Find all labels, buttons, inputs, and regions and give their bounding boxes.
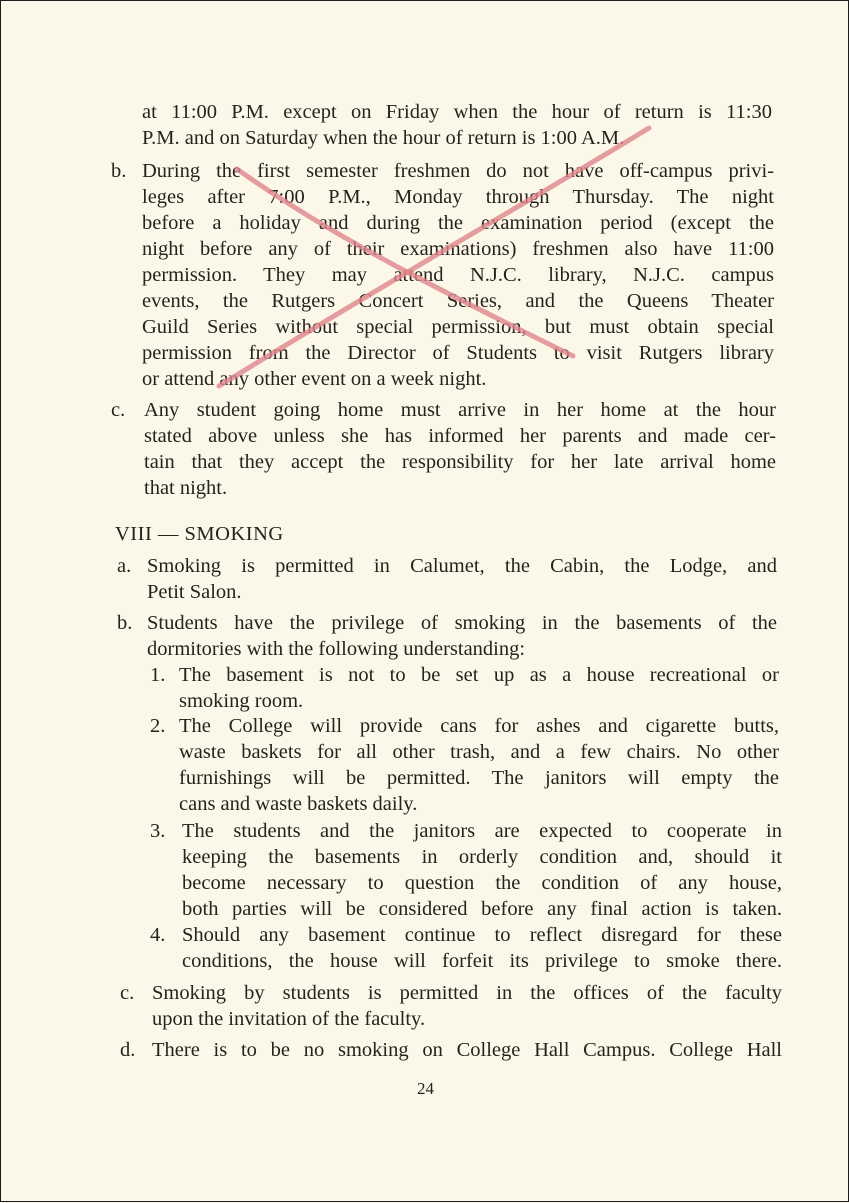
text-line: permission. They may attend N.J.C. library, N.J.C. campus <box>142 264 774 286</box>
text-line: permission from the Director of Students to visit Rutgers library <box>142 342 774 364</box>
text-line: both parties will be considered before any final action is taken. <box>182 898 782 920</box>
text-line: waste baskets for all other trash, and a few chairs. No other <box>179 741 779 763</box>
list-marker: 1. <box>150 664 166 686</box>
list-marker: d. <box>120 1039 136 1061</box>
text-line: or attend any other event on a week night. <box>142 368 487 390</box>
text-line: events, the Rutgers Concert Series, and the Queens Theater <box>142 290 774 312</box>
text-line: become necessary to question the condition of any house, <box>182 872 782 894</box>
text-line: Any student going home must arrive in her home at the hour <box>144 399 776 421</box>
list-marker: 3. <box>150 820 166 842</box>
text-line: dormitories with the following understanding: <box>147 638 526 660</box>
section-heading: VIII — SMOKING <box>115 523 284 545</box>
text-line: that night. <box>144 477 228 499</box>
page-number: 24 <box>417 1079 434 1098</box>
text-line: Guild Series without special permission, but must obtain special <box>142 316 774 338</box>
text-line: Students have the privilege of smoking in the basements of the <box>147 612 777 634</box>
text-line: Should any basement continue to reflect disregard for these <box>182 924 782 946</box>
text-line: Smoking is permitted in Calumet, the Cabin, the Lodge, and <box>147 555 777 577</box>
text-line: Smoking by students is permitted in the offices of the faculty <box>152 982 782 1004</box>
text-line: furnishings will be permitted. The janitors will empty the <box>179 767 779 789</box>
text-line: leges after 7:00 P.M., Monday through Thursday. The night <box>142 186 774 208</box>
list-marker: a. <box>117 555 132 577</box>
text-line: stated above unless she has informed her parents and made cer- <box>144 425 776 447</box>
text-line: cans and waste baskets daily. <box>179 793 418 815</box>
text-line: The College will provide cans for ashes and cigarette butts, <box>179 715 779 737</box>
list-marker: c. <box>120 982 135 1004</box>
list-marker: b. <box>117 612 133 634</box>
text-line: Petit Salon. <box>147 581 242 603</box>
text-line: The students and the janitors are expected to cooperate in <box>182 820 782 842</box>
text-line: P.M. and on Saturday when the hour of return is 1:00 A.M. <box>142 127 625 149</box>
text-line: tain that they accept the responsibility for her late arrival home <box>144 451 776 473</box>
list-marker: b. <box>111 160 127 182</box>
text-line: The basement is not to be set up as a house recreational or <box>179 664 779 686</box>
list-marker: 4. <box>150 924 166 946</box>
text-line: keeping the basements in orderly condition and, should it <box>182 846 782 868</box>
text-line: night before any of their examinations) freshmen also have 11:00 <box>142 238 774 260</box>
list-marker: c. <box>111 399 126 421</box>
text-line: at 11:00 P.M. except on Friday when the hour of return is 11:30 <box>142 101 772 123</box>
text-line: upon the invitation of the faculty. <box>152 1008 426 1030</box>
text-line: During the first semester freshmen do not have off-campus privi- <box>142 160 774 182</box>
text-line: smoking room. <box>179 690 304 712</box>
text-line: before a holiday and during the examination period (except the <box>142 212 774 234</box>
list-marker: 2. <box>150 715 166 737</box>
text-line: conditions, the house will forfeit its privilege to smoke there. <box>182 950 782 972</box>
text-line: There is to be no smoking on College Hall Campus. College Hall <box>152 1039 782 1061</box>
